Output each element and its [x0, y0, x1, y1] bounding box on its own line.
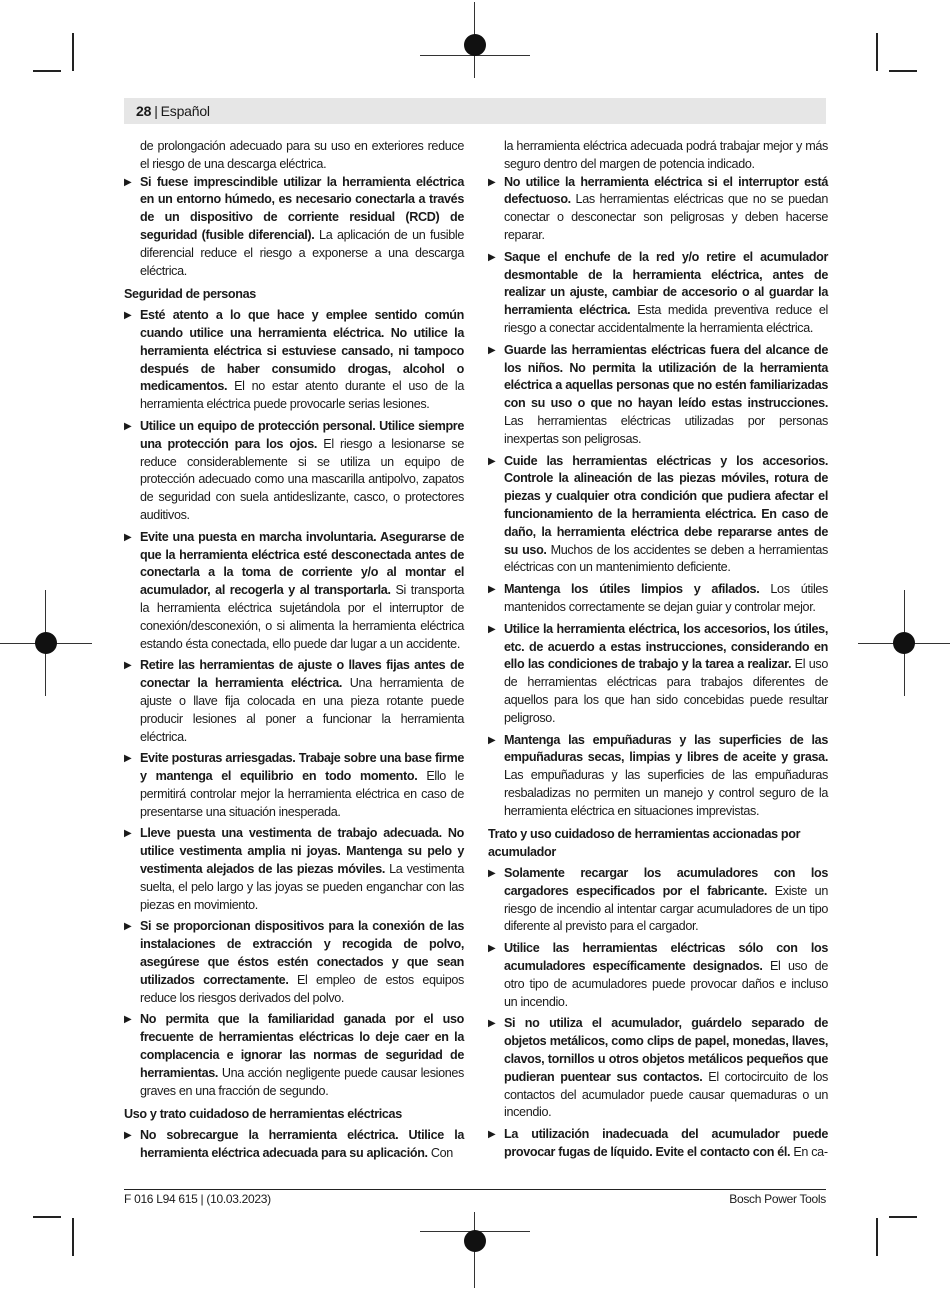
bullet-icon: ▶: [488, 1018, 496, 1030]
left-column: [124, 138, 464, 1167]
bullet-icon: ▶: [124, 753, 132, 765]
instruction-text: Con: [427, 1146, 453, 1161]
list-item: [124, 307, 464, 414]
section-heading-personas: Seguridad de personas: [124, 287, 256, 302]
instruction-text: El riesgo a lesionarse se reduce considerablemente si se utiliza un equipo de protección adecuado como una mascarilla antipolvo, zapatos de seguridad con suela antideslizante, casco, o protectores auditivos.: [140, 436, 464, 522]
instruction-text: La aplicación de un fusible diferencial reduce el riesgo a exponerse a una descarga eléctrica.: [140, 227, 464, 278]
instruction-bold: Utilice las herramientas eléctricas sólo con los acumuladores específicamente designados.: [504, 941, 828, 974]
instruction-text: El uso de herramientas eléctricas para trabajos diferentes de aquellos para los que han sido concebidas puede resultar peligroso.: [504, 657, 828, 725]
page-header: [124, 98, 826, 124]
instruction-bold: No utilice la herramienta eléctrica si el interruptor está defectuoso.: [504, 174, 828, 207]
bullet-icon: ▶: [488, 1129, 496, 1141]
list-item: [124, 825, 464, 914]
instruction-text: Existe un riesgo de incendio al intentar cargar acumuladores de un tipo diferente al previsto para el cargador.: [504, 883, 828, 934]
instruction-bold: Si se proporcionan dispositivos para la conexión de las instalaciones de extracción y recogida de polvo, asegúrese que éstos estén conectados y que sean utilizados correctamente.: [140, 919, 464, 987]
page-number: 28: [136, 103, 152, 119]
instruction-text: Las empuñaduras y las superficies de las empuñaduras resbaladizas no permiten un manejo y control seguro de la herramienta eléctrica en situaciones imprevistas.: [504, 768, 828, 818]
continuation-paragraph: de prolongación adecuado para su uso en exteriores reduce el riesgo de una descarga eléctrica.: [140, 139, 464, 171]
list-group: [124, 174, 464, 281]
instruction-text: Muchos de los accidentes se deben a herramientas eléctricas con un mantenimiento deficiente.: [504, 542, 828, 575]
list-item: [124, 657, 464, 746]
instruction-text: La vestimenta suelta, el pelo largo y las joyas se pueden enganchar con las piezas en movimiento.: [140, 862, 464, 912]
list-item: [124, 529, 464, 654]
instruction-text: Ello le permitirá controlar mejor la herramienta eléctrica en caso de presentarse una situación inesperada.: [140, 769, 464, 819]
section-title: Español: [160, 103, 210, 119]
list-item: [124, 1127, 464, 1163]
instruction-bold: No permita que la familiaridad ganada por el uso frecuente de herramientas eléctricas lo deje caer en la complacencia e ignorar las normas de seguridad de herramientas.: [140, 1012, 464, 1080]
instruction-text: El uso de otro tipo de acumuladores puede provocar daños e incluso un incendio.: [504, 959, 828, 1009]
list-group: [124, 307, 464, 1100]
registration-mark: [35, 632, 57, 654]
instruction-bold: La utilización inadecuada del acumulador puede provocar fugas de líquido. Evite el contacto con él.: [504, 1127, 828, 1160]
instruction-bold: No sobrecargue la herramienta eléctrica. Utilice la herramienta eléctrica adecuada para su aplicación.: [140, 1128, 464, 1161]
header-separator: |: [154, 103, 158, 119]
bullet-icon: ▶: [488, 943, 496, 955]
instruction-bold: Mantenga las empuñaduras y las superficies de las empuñaduras secas, limpias y libres de aceite y grasa.: [504, 732, 828, 765]
list-item: [124, 418, 464, 525]
footer-rule: [124, 1189, 826, 1190]
instruction-bold: Utilice un equipo de protección personal. Utilice siempre una protección para los ojos.: [140, 418, 464, 451]
crop-mark: [876, 33, 878, 71]
list-item: [488, 1015, 828, 1122]
list-item: [488, 453, 828, 578]
bullet-icon: ▶: [488, 623, 496, 635]
list-item: [488, 865, 828, 936]
crop-mark: [33, 1216, 61, 1218]
list-item: [488, 621, 828, 728]
instruction-text: Los útiles mantenidos correctamente se dejan guiar y controlar mejor.: [504, 582, 828, 614]
bullet-icon: ▶: [124, 531, 132, 543]
instruction-bold: Utilice la herramienta eléctrica, los accesorios, los útiles, etc. de acuerdo a estas instrucciones, considerando en ello las condiciones de trabajo y la tarea a realizar.: [504, 621, 828, 672]
crop-mark: [889, 1216, 917, 1218]
instruction-text: Las herramientas eléctricas utilizadas por personas inexpertas son peligrosas.: [504, 413, 828, 446]
bullet-icon: ▶: [124, 1014, 132, 1026]
section-heading-acumulador: Trato y uso cuidadoso de herramientas accionadas por acumulador: [488, 827, 801, 860]
list-item: [488, 732, 828, 821]
registration-mark: [464, 34, 486, 56]
instruction-bold: Lleve puesta una vestimenta de trabajo adecuada. No utilice vestimenta amplia ni joyas. Mantenga su pelo y vestimenta alejados de las piezas móviles.: [140, 826, 464, 877]
instruction-text: El empleo de estos equipos reduce los riesgos derivados del polvo.: [140, 972, 464, 1005]
list-item: [488, 1126, 828, 1162]
list-item: [488, 174, 828, 245]
bullet-icon: ▶: [124, 1130, 132, 1142]
crop-mark: [33, 70, 61, 72]
instruction-bold: Solamente recargar los acumuladores con los cargadores especificados por el fabricante.: [504, 866, 828, 898]
registration-mark: [893, 632, 915, 654]
list-group: [488, 865, 828, 1162]
instruction-bold: Si fuese imprescindible utilizar la herramienta eléctrica en un entorno húmedo, es necesario conectarla a través de un dispositivo de corriente residual (RCD) de seguridad (fusible diferencial).: [140, 174, 464, 242]
instruction-bold: Saque el enchufe de la red y/o retire el acumulador desmontable de la herramienta eléctrica, antes de realizar un ajuste, cambiar de accesorio o al guardar la herramienta eléctrica.: [504, 249, 828, 318]
instruction-bold: Si no utiliza el acumulador, guárdelo separado de objetos metálicos, como clips de papel, monedas, llaves, clavos, tornillos u otros objetos metálicos pequeños que pudieran puentear sus contactos.: [504, 1016, 828, 1084]
instruction-text: Una acción negligente puede causar lesiones graves en una fracción de segundo.: [140, 1065, 464, 1098]
instruction-bold: Mantenga los útiles limpios y afilados.: [504, 582, 760, 597]
right-column: [488, 138, 828, 1166]
bullet-icon: ▶: [488, 176, 496, 188]
bullet-icon: ▶: [124, 310, 132, 322]
bullet-icon: ▶: [488, 868, 496, 880]
instruction-bold: Retire las herramientas de ajuste o llaves fijas antes de conectar la herramienta eléctrica.: [140, 658, 464, 691]
bullet-icon: ▶: [124, 921, 132, 933]
instruction-bold: Guarde las herramientas eléctricas fuera del alcance de los niños. No permita la utilización de la herramienta eléctrica a aquellas personas que no estén familiarizadas con su uso o que no hayan leído estas instrucciones.: [504, 342, 828, 411]
instruction-bold: Cuide las herramientas eléctricas y los accesorios. Controle la alineación de las piezas móviles, rotura de piezas y cualquier otra condición que pudiera afectar el funcionamiento de la herramienta eléctrica. En caso de daño, la herramienta eléctrica debe repararse antes de su uso.: [504, 453, 828, 557]
list-group: [488, 174, 828, 821]
bullet-icon: ▶: [124, 176, 132, 188]
instruction-text: El cortocircuito de los contactos del acumulador puede causar quemaduras o un incendio.: [504, 1069, 829, 1120]
instruction-bold: Evite una puesta en marcha involuntaria. Asegurarse de que la herramienta eléctrica esté desconectada antes de conectarla a la toma de corriente y/o al montar el acumulador, al recogerla y al transportarla.: [140, 529, 464, 598]
registration-mark: [464, 1230, 486, 1252]
bullet-icon: ▶: [488, 251, 496, 263]
instruction-text: El no estar atento durante el uso de la herramienta eléctrica puede provocarle serias lesiones.: [140, 379, 464, 412]
bullet-icon: ▶: [488, 344, 496, 356]
crop-mark: [72, 1218, 74, 1256]
list-group: [124, 1127, 464, 1163]
bullet-icon: ▶: [488, 584, 496, 596]
bullet-icon: ▶: [488, 734, 496, 746]
list-item: [488, 581, 828, 617]
list-item: [124, 1011, 464, 1100]
instruction-text: En ca-: [790, 1145, 828, 1160]
crop-mark: [889, 70, 917, 72]
continuation-paragraph: la herramienta eléctrica adecuada podrá trabajar mejor y más seguro dentro del margen de potencia indicado.: [504, 139, 828, 171]
instruction-text: Si transporta la herramienta eléctrica sujetándola por el interruptor de conexión/desconexión, o si alimenta la herramienta eléctrica estando ésta conectada, ello puede dar lugar a un accidente.: [140, 583, 464, 651]
bullet-icon: ▶: [488, 455, 496, 467]
instruction-bold: Evite posturas arriesgadas. Trabaje sobre una base firme y mantenga el equilibrio en todo momento.: [140, 751, 464, 784]
bullet-icon: ▶: [124, 660, 132, 672]
instruction-text: Esta medida preventiva reduce el riesgo a conectar accidentalmente la herramienta eléctrica.: [504, 303, 828, 335]
instruction-text: Una herramienta de ajuste o llave fija colocada en una pieza rotante puede producir lesiones al poner a funcionar la herramienta eléctrica.: [140, 676, 464, 744]
list-item: [124, 750, 464, 821]
list-item: [488, 342, 828, 449]
footer-brand: Bosch Power Tools: [729, 1192, 826, 1206]
bullet-icon: ▶: [124, 420, 132, 432]
section-heading-uso: Uso y trato cuidadoso de herramientas eléctricas: [124, 1107, 402, 1122]
crop-mark: [876, 1218, 878, 1256]
instruction-text: Las herramientas eléctricas que no se puedan conectar o desconectar son peligrosas y deben hacerse reparar.: [504, 192, 828, 242]
instruction-bold: Esté atento a lo que hace y emplee sentido común cuando utilice una herramienta eléctrica. No utilice la herramienta eléctrica si estuviese cansado, ni tampoco después de haber consumido drogas, alcohol o medicamentos.: [140, 308, 464, 394]
list-item: [124, 174, 464, 281]
list-item: [488, 940, 828, 1011]
list-item: [488, 249, 828, 338]
list-item: [124, 918, 464, 1007]
crop-mark: [72, 33, 74, 71]
bullet-icon: ▶: [124, 828, 132, 840]
footer-doc-id: F 016 L94 615 | (10.03.2023): [124, 1192, 271, 1206]
